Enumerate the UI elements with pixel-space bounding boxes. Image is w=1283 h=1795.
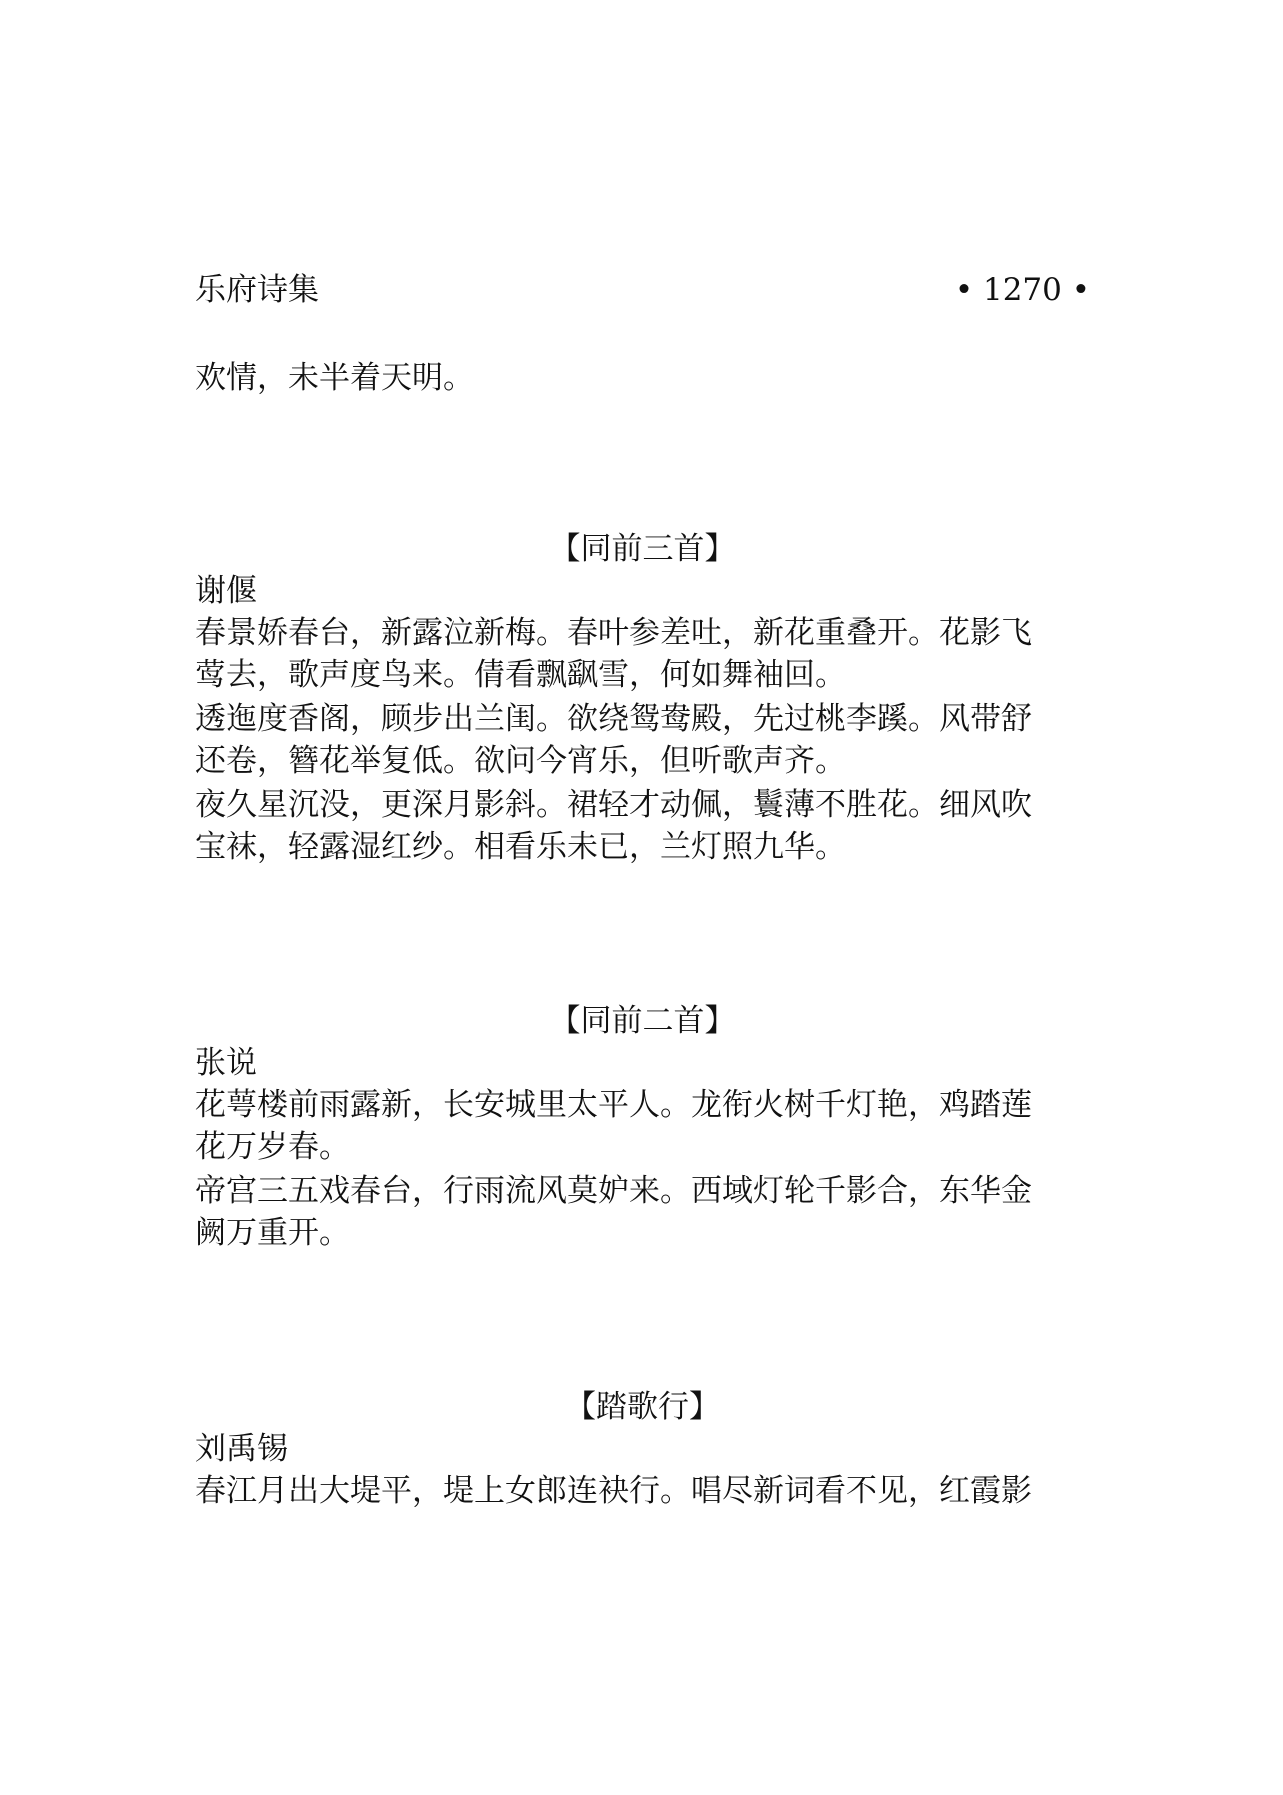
section-author: 张说 (195, 1045, 257, 1081)
page-header (195, 268, 1090, 312)
continuation-line: 欢情，未半着天明。 (195, 360, 474, 396)
poem-line: 花萼楼前雨露新，长安城里太平人。龙衔火树千灯艳，鸡踏莲 (195, 1087, 1032, 1123)
poem-line: 春江月出大堤平，堤上女郎连袂行。唱尽新词看不见，红霞影 (195, 1473, 1032, 1509)
document-page (195, 0, 1090, 1795)
poem-line: 透迤度香阁，顾步出兰闺。欲绕鸳鸯殿，先过桃李蹊。风带舒 (195, 701, 1032, 737)
section-heading: 【同前二首】 (549, 1003, 736, 1039)
poem-line: 春景娇春台，新露泣新梅。春叶参差吐，新花重叠开。花影飞 (195, 615, 1032, 651)
page-number: • 1270 • (954, 272, 1090, 308)
section-heading: 【同前三首】 (549, 531, 736, 567)
poem-line: 宝袜，轻露湿红纱。相看乐未已，兰灯照九华。 (195, 829, 846, 865)
poem-line: 莺去，歌声度鸟来。倩看飘飖雪，何如舞袖回。 (195, 657, 846, 693)
poem-line: 帝宫三五戏春台，行雨流风莫妒来。西域灯轮千影合，东华金 (195, 1173, 1032, 1209)
book-title: 乐府诗集 (195, 272, 319, 308)
poem-line: 阙万重开。 (195, 1215, 350, 1251)
poem-line: 花万岁春。 (195, 1129, 350, 1165)
section-author: 谢偃 (195, 573, 257, 609)
section-author: 刘禹锡 (195, 1431, 288, 1467)
poem-line: 还卷，簪花举复低。欲问今宵乐，但听歌声齐。 (195, 743, 846, 779)
poem-line: 夜久星沉没，更深月影斜。裙轻才动佩，鬟薄不胜花。细风吹 (195, 787, 1032, 823)
section-heading: 【踏歌行】 (565, 1389, 720, 1425)
